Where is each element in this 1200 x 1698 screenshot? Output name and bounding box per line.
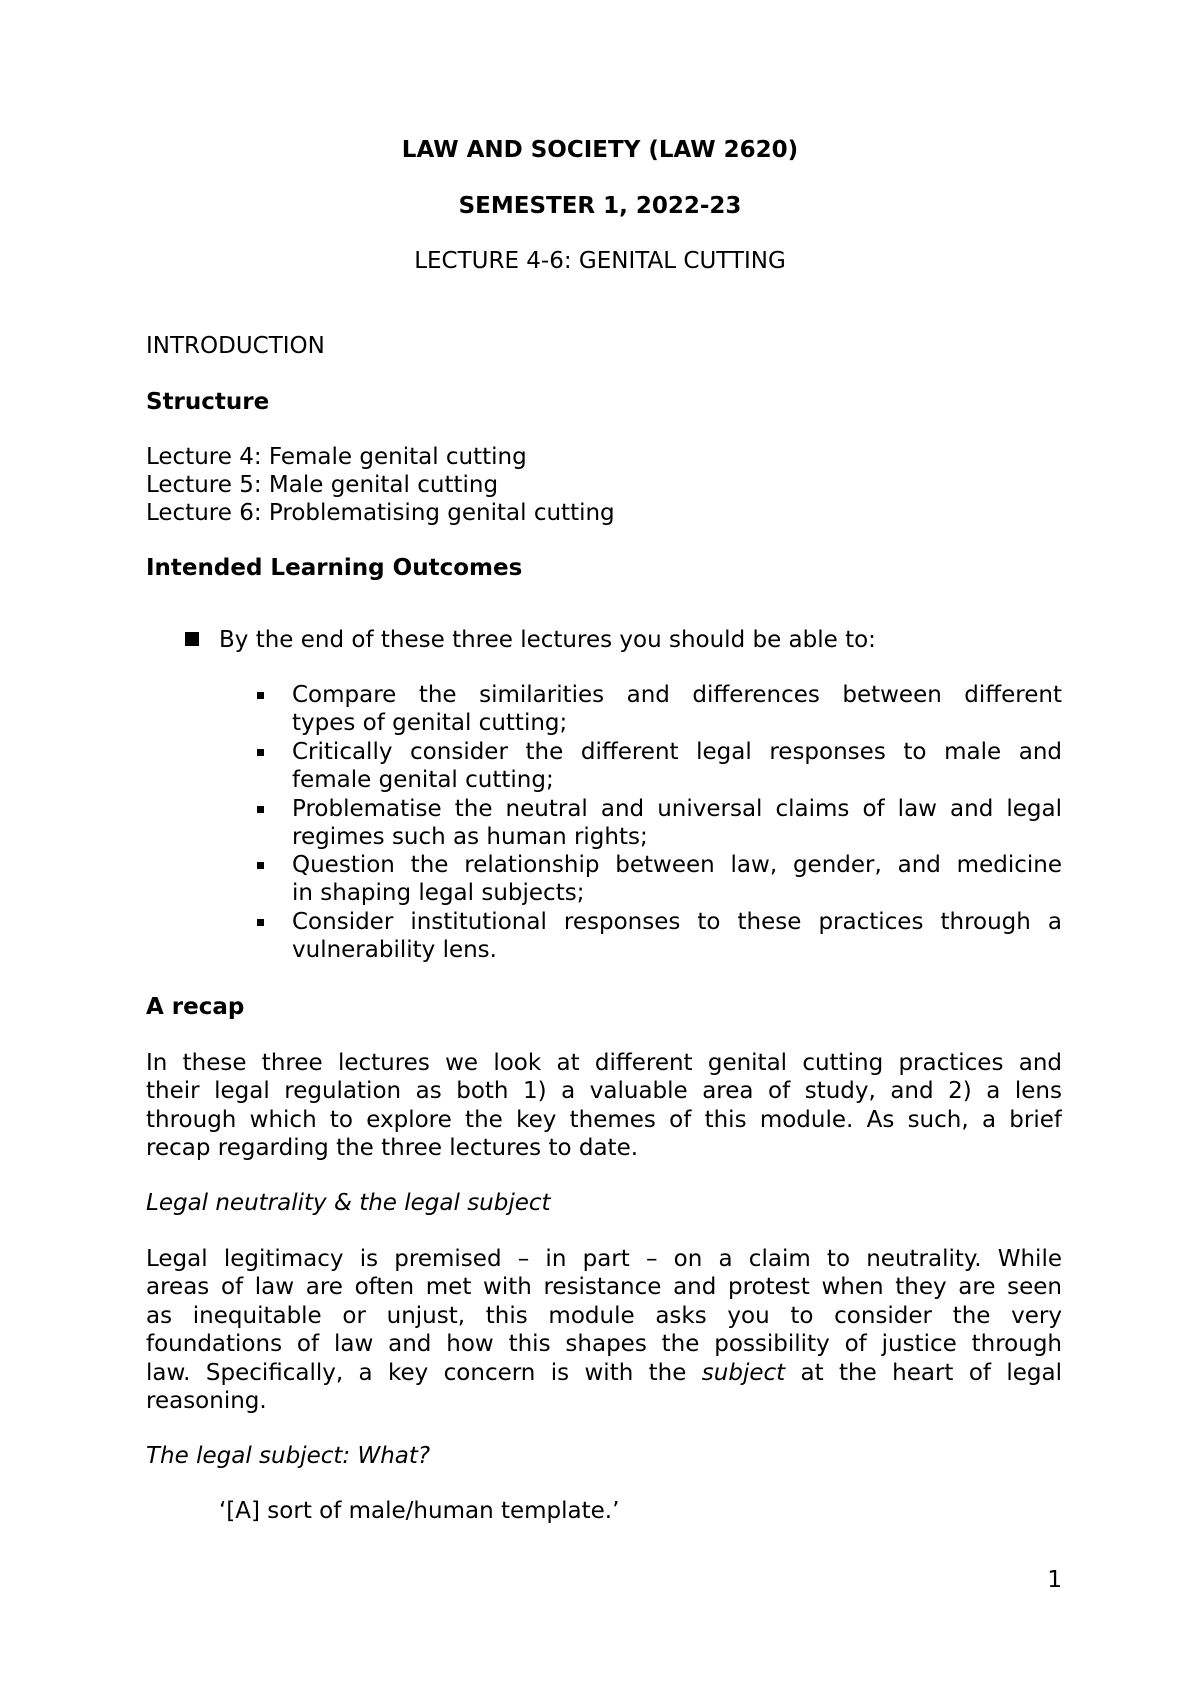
neutrality-paragraph <box>146 1245 1062 1415</box>
outcome-line: regimes such as human rights; <box>292 824 648 851</box>
outcome-item <box>292 795 1062 852</box>
outcome-item <box>292 681 1062 738</box>
small-square-bullet-icon <box>257 692 264 699</box>
outcome-line: Compare the similarities and differences between different <box>292 682 1062 708</box>
structure-heading: Structure <box>146 389 270 415</box>
paragraph-line: Legal legitimacy is premised – in part – on a claim to neutrality. While <box>146 1246 1062 1272</box>
paragraph-line: reasoning. <box>146 1387 267 1414</box>
outcome-line: female genital cutting; <box>292 767 554 794</box>
outcome-line: types of genital cutting; <box>292 710 568 737</box>
small-square-bullet-icon <box>257 919 264 926</box>
emphasis-subject: subject <box>701 1359 786 1386</box>
structure-item: Lecture 6: Problematising genital cutting <box>146 500 615 526</box>
recap-paragraph <box>146 1049 1062 1163</box>
outcome-line: Question the relationship between law, gender, and medicine <box>292 852 1062 878</box>
outcome-item <box>292 908 1062 965</box>
outcome-line: Problematise the neutral and universal claims of law and legal <box>292 796 1062 822</box>
paragraph-line: areas of law are often met with resistance and protest when they are seen <box>146 1274 1062 1301</box>
paragraph-line: their legal regulation as both 1) a valuable area of study, and 2) a lens <box>146 1078 1062 1105</box>
outcome-line: Consider institutional responses to these practices through a <box>292 909 1062 935</box>
recap-heading: A recap <box>146 994 245 1020</box>
outcomes-heading: Intended Learning Outcomes <box>146 555 523 581</box>
paragraph-line: foundations of law and how this shapes the possibility of justice through <box>146 1331 1062 1358</box>
outcomes-lead: By the end of these three lectures you should be able to: <box>219 627 876 653</box>
paragraph-line: recap regarding the three lectures to date. <box>146 1135 639 1162</box>
square-bullet-icon <box>185 632 199 646</box>
outcome-item <box>292 738 1062 795</box>
text-run: at the heart of legal <box>785 1359 1062 1386</box>
quote: ‘[A] sort of male/human template.’ <box>219 1498 620 1524</box>
small-square-bullet-icon <box>257 806 264 813</box>
semester-title: SEMESTER 1, 2022-23 <box>458 193 742 219</box>
outcome-line: Critically consider the different legal responses to male and <box>292 739 1062 765</box>
structure-item: Lecture 4: Female genital cutting <box>146 444 527 470</box>
legal-subject-heading: The legal subject: What? <box>146 1443 431 1469</box>
outcome-line: vulnerability lens. <box>292 937 497 964</box>
course-title: LAW AND SOCIETY (LAW 2620) <box>401 137 799 163</box>
paragraph-line <box>146 1359 1062 1387</box>
neutrality-heading: Legal neutrality & the legal subject <box>146 1190 551 1216</box>
paragraph-line: through which to explore the key themes of this module. As such, a brief <box>146 1106 1062 1133</box>
small-square-bullet-icon <box>257 862 264 869</box>
paragraph-line: In these three lectures we look at different genital cutting practices and <box>146 1050 1062 1076</box>
paragraph-line: as inequitable or unjust, this module asks you to consider the very <box>146 1302 1062 1329</box>
introduction-heading: INTRODUCTION <box>146 333 325 359</box>
page-number: 1 <box>1047 1567 1062 1593</box>
structure-item: Lecture 5: Male genital cutting <box>146 472 499 498</box>
outcome-item <box>292 851 1062 908</box>
small-square-bullet-icon <box>257 749 264 756</box>
lecture-title: LECTURE 4-6: GENITAL CUTTING <box>414 248 786 274</box>
outcome-line: in shaping legal subjects; <box>292 880 585 907</box>
text-run: law. Specifically, a key concern is with the <box>146 1359 702 1386</box>
